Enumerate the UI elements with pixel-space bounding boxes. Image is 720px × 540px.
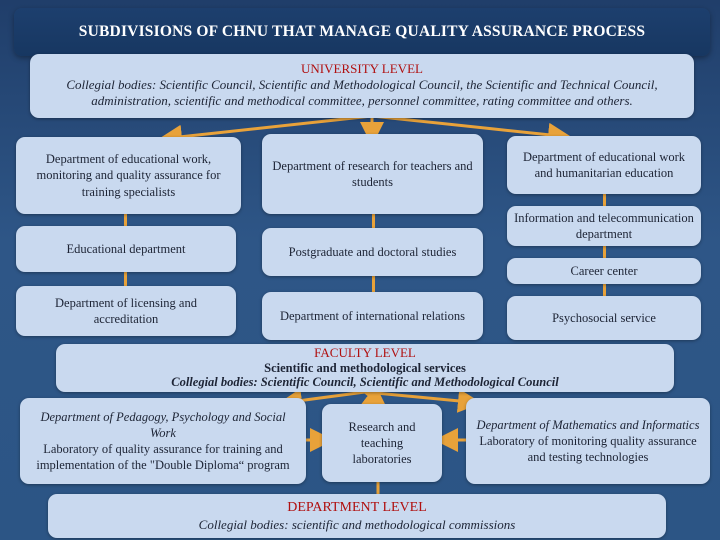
faculty-collegial-bodies: Collegial bodies: Scientific Council, Scientific and Methodological Council — [171, 375, 559, 390]
arrow-faculty-to-right — [365, 392, 470, 402]
postgraduate-doctoral-studies-label: Postgraduate and doctoral studies — [288, 244, 457, 259]
department-collegial-bodies: Collegial bodies: scientific and methodological commissions — [198, 516, 516, 532]
faculty-level-box — [56, 344, 674, 392]
career-center — [507, 258, 701, 284]
info-telecom-department-label: Information and telecommunication department — [514, 210, 694, 241]
university-level-box — [30, 54, 694, 118]
connector-right-1 — [603, 194, 606, 206]
connector-left-2 — [124, 272, 127, 286]
faculty-services: Scientific and methodological services — [264, 361, 466, 376]
connector-right-2 — [603, 246, 606, 258]
department-level-heading: DEPARTMENT LEVEL — [287, 499, 427, 515]
connector-middle-1 — [372, 214, 375, 228]
psychosocial-service — [507, 296, 701, 340]
faculty-level-heading: FACULTY LEVEL — [314, 345, 416, 361]
dept-international-relations-label: Department of international relations — [279, 308, 465, 323]
dept-mathematics-informatics-name: Department of Mathematics and Informatics — [476, 417, 700, 432]
connector-middle-2 — [372, 276, 375, 292]
dept-educational-work-humanitarian — [507, 136, 701, 194]
research-teaching-laboratories-label: Research and teaching laboratories — [348, 419, 416, 467]
educational-department-label: Educational department — [66, 241, 186, 256]
dept-research-teachers-students-label: Department of research for teachers and students — [272, 158, 473, 189]
lab-quality-assurance-double-diploma: Laboratory of quality assurance for training and implementation of the "Double Diploma“ program — [36, 442, 290, 473]
dept-mathematics-informatics — [466, 398, 710, 484]
dept-pedagogy-psychology-social-work — [20, 398, 306, 484]
connector-right-3 — [603, 284, 606, 296]
postgraduate-doctoral-studies — [262, 228, 483, 276]
dept-research-teachers-students — [262, 134, 483, 214]
page-title: SUBDIVISIONS OF CHNU THAT MANAGE QUALITY ASSURANCE PROCESS — [78, 23, 646, 40]
info-telecom-department — [507, 206, 701, 246]
university-level-heading: UNIVERSITY LEVEL — [301, 60, 423, 76]
dept-pedagogy-psychology-social-work-name: Department of Pedagogy, Psychology and Social Work — [40, 409, 286, 440]
connector-left-1 — [124, 214, 127, 226]
research-teaching-laboratories — [322, 404, 442, 482]
arrow-university-to-right — [372, 116, 560, 136]
educational-department — [16, 226, 236, 272]
career-center-label: Career center — [570, 263, 638, 278]
dept-licensing-accreditation-label: Department of licensing and accreditation — [55, 295, 197, 326]
dept-educational-work-humanitarian-label: Department of educational work and humanitarian education — [522, 149, 686, 180]
dept-educational-work-monitoring-label: Department of educational work, monitoring and quality assurance for training specialists — [36, 152, 221, 199]
university-collegial-bodies: Collegial bodies: Scientific Council, Scientific and Methodological Council, the Scientific and Technical Council, administration, scientific and methodical committee, personnel committee, rating committee and others. — [66, 76, 658, 109]
dept-licensing-accreditation — [16, 286, 236, 336]
lab-monitoring-quality-testing: Laboratory of monitoring quality assurance and testing technologies — [479, 433, 697, 465]
dept-educational-work-monitoring — [16, 137, 241, 214]
psychosocial-service-label: Psychosocial service — [552, 310, 656, 325]
department-level-box — [48, 494, 666, 538]
dept-international-relations — [262, 292, 483, 340]
